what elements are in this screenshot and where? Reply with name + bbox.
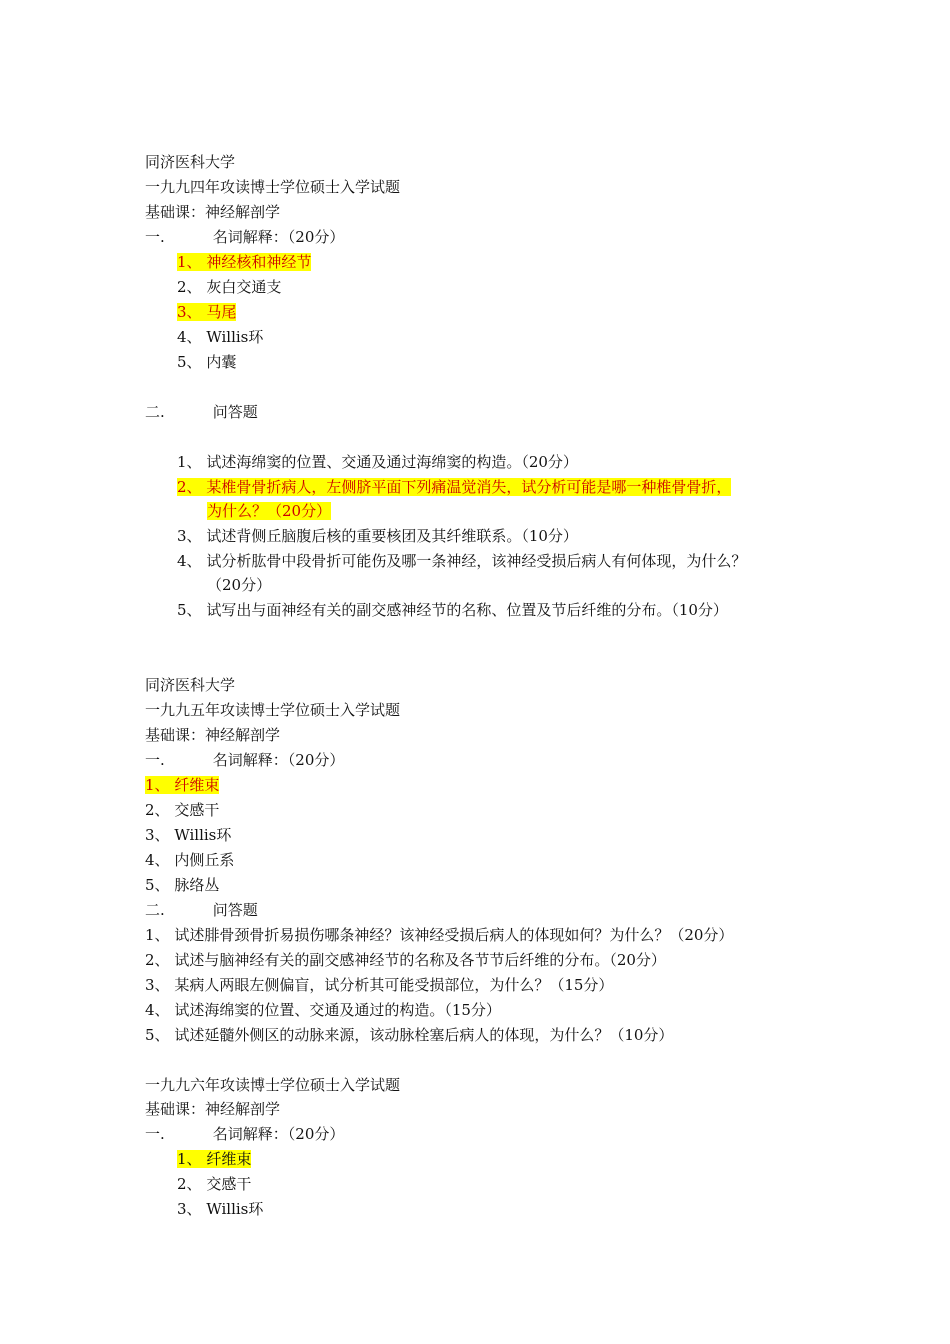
- term-number: 3、: [177, 1200, 202, 1218]
- term-item: [177, 302, 236, 322]
- question-item: [177, 477, 731, 497]
- section-heading-questions: [145, 402, 258, 422]
- section-number: 二.: [145, 403, 165, 421]
- question-item: [145, 975, 613, 995]
- course-name: 基础课：神经解剖学: [145, 726, 281, 744]
- term-text: 脉络丛: [174, 876, 220, 894]
- term-number: 4、: [145, 851, 170, 869]
- term-text: 交感干: [174, 801, 220, 819]
- question-number: 5、: [145, 1026, 170, 1044]
- term-text-highlighted: 1、 神经核和神经节: [177, 253, 312, 271]
- question-item: [177, 551, 746, 571]
- term-text: 内囊: [206, 353, 237, 371]
- term-text-highlighted: 1、 纤维束: [145, 776, 220, 794]
- question-number: 1、: [177, 453, 202, 471]
- section-number: 二.: [145, 901, 165, 919]
- course-name: 基础课：神经解剖学: [145, 203, 281, 221]
- question-continuation: （20分）: [207, 576, 272, 594]
- question-item: [177, 600, 728, 620]
- question-item: [177, 526, 578, 546]
- term-item: [177, 1174, 251, 1194]
- term-text: 内侧丘系: [174, 851, 235, 869]
- section-heading-terms: [145, 227, 344, 247]
- term-number: 2、: [145, 801, 170, 819]
- term-text: 灰白交通支: [206, 278, 282, 296]
- question-item: [145, 925, 733, 945]
- section-title: 名词解释：（20分）: [212, 751, 345, 769]
- term-text: Willis环: [206, 1200, 264, 1218]
- section-number: 一.: [145, 228, 165, 246]
- term-number: 3、: [145, 826, 170, 844]
- question-text: 某病人两眼左侧偏盲，试分析其可能受损部位，为什么？（15分）: [174, 976, 614, 994]
- section-title: 名词解释：（20分）: [212, 1125, 345, 1143]
- term-text-highlighted: 3、 马尾: [177, 303, 237, 321]
- term-item: [177, 327, 263, 347]
- question-text: 试述延髓外侧区的动脉来源，该动脉栓塞后病人的体现，为什么？（10分）: [174, 1026, 674, 1044]
- section-number: 一.: [145, 751, 165, 769]
- section-number: 一.: [145, 1125, 165, 1143]
- term-item: [145, 775, 219, 795]
- school-name: 同济医科大学: [145, 676, 236, 694]
- section-heading-terms: [145, 750, 344, 770]
- question-number: 4、: [177, 552, 202, 570]
- question-text: 试写出与面神经有关的副交感神经节的名称、位置及节后纤维的分布。（10分）: [206, 601, 728, 619]
- term-number: 5、: [177, 353, 202, 371]
- question-text: 试述背侧丘脑腹后核的重要核团及其纤维联系。（10分）: [206, 527, 578, 545]
- question-text: 试述与脑神经有关的副交感神经节的名称及各节节后纤维的分布。（20分）: [174, 951, 666, 969]
- term-number: 4、: [177, 328, 202, 346]
- section-heading-questions: [145, 900, 258, 920]
- term-text: 交感干: [206, 1175, 252, 1193]
- question-item: [145, 950, 666, 970]
- term-number: 2、: [177, 278, 202, 296]
- question-text: 试分析肱骨中段骨折可能伤及哪一条神经，该神经受损后病人有何体现，为什么？: [206, 552, 747, 570]
- term-item: [145, 850, 234, 870]
- term-text: Willis环: [174, 826, 232, 844]
- term-text: Willis环: [206, 328, 264, 346]
- question-number: 3、: [177, 527, 202, 545]
- question-text-highlighted: 2、 某椎骨骨折病人，左侧脐平面下列痛温觉消失，试分析可能是哪一种椎骨骨折，: [177, 478, 732, 496]
- exam-title: 一九九四年攻读博士学位硕士入学试题: [145, 178, 401, 196]
- term-item: [177, 1149, 251, 1169]
- term-item: [145, 800, 219, 820]
- section-heading-terms: [145, 1124, 344, 1144]
- question-number: 5、: [177, 601, 202, 619]
- question-text: 试述腓骨颈骨折易损伤哪条神经？该神经受损后病人的体现如何？为什么？（20分）: [174, 926, 734, 944]
- question-item: [145, 1000, 501, 1020]
- question-item: [145, 1025, 673, 1045]
- term-number: 2、: [177, 1175, 202, 1193]
- section-title: 问答题: [212, 403, 258, 421]
- section-title: 问答题: [212, 901, 258, 919]
- exam-title: 一九九五年攻读博士学位硕士入学试题: [145, 701, 401, 719]
- term-text-highlighted: 1、 纤维束: [177, 1150, 252, 1168]
- term-item: [177, 252, 311, 272]
- term-item: [145, 825, 231, 845]
- question-item: [177, 452, 578, 472]
- question-number: 4、: [145, 1001, 170, 1019]
- term-item: [177, 352, 236, 372]
- term-item: [145, 875, 219, 895]
- term-number: 5、: [145, 876, 170, 894]
- question-number: 2、: [145, 951, 170, 969]
- exam-title: 一九九六年攻读博士学位硕士入学试题: [145, 1076, 401, 1094]
- term-item: [177, 1199, 263, 1219]
- question-number: 1、: [145, 926, 170, 944]
- question-number: 3、: [145, 976, 170, 994]
- school-name: 同济医科大学: [145, 153, 236, 171]
- question-continuation: 为什么？（20分）: [207, 502, 332, 520]
- term-item: [177, 277, 281, 297]
- question-text: 试述海绵窦的位置、交通及通过海绵窦的构造。（20分）: [206, 453, 578, 471]
- section-title: 名词解释：（20分）: [212, 228, 345, 246]
- question-text: 试述海绵窦的位置、交通及通过的构造。（15分）: [174, 1001, 501, 1019]
- course-name: 基础课：神经解剖学: [145, 1100, 281, 1118]
